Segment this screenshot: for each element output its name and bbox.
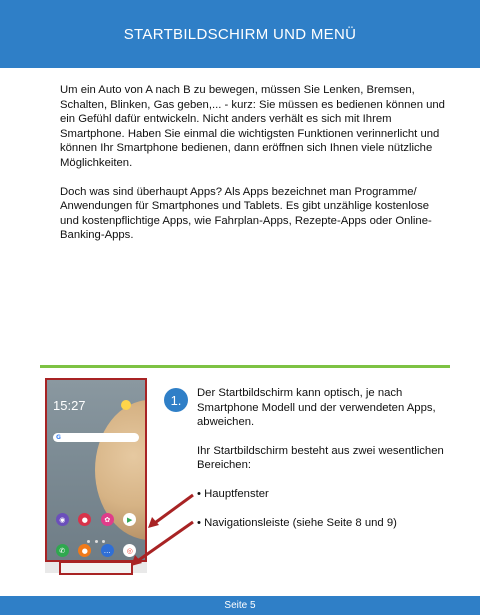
step-description (197, 386, 452, 544)
gallery-app-icon: ✿ (101, 513, 114, 526)
play-store-icon: ▶ (123, 513, 136, 526)
page-footer (0, 596, 480, 615)
intro-paragraph-2: Doch was sind überhaupt Apps? Als Apps bezeichnet man Programme/ Anwendungen für Smartphones und Tablets. Es gibt unzählige kostenlose und kostenpflichtige Apps, wie Fahrplan-Apps, Rezepte-Apps oder Online-Banking-Apps. (60, 185, 432, 242)
phone-app-icon: ✆ (56, 544, 69, 557)
arrow-navigation-bar (136, 522, 193, 562)
area-list (197, 487, 452, 530)
list-item-main-window: • Hauptfenster (197, 487, 269, 500)
contacts-app-icon: ● (78, 544, 91, 557)
step-number-badge: 1. (164, 388, 188, 412)
page-title: STARTBILDSCHIRM UND MENÜ (123, 25, 357, 43)
intro-paragraph-1: Um ein Auto von A nach B zu bewegen, müssen Sie Lenken, Bremsen, Schalten, Blinken, Gas geben,... - kurz: Sie müssen es bedienen können und ein Gefühl dafür entwickeln. Nicht anders verhält es sich mit Ihrem Smartphone. Haben Sie einmal die wichtigsten Funktionen verinnerlicht und können Ihr Smartphone bedienen, dann eröffnen sich Ihnen viele nützliche Möglichkeiten. (60, 84, 445, 169)
arrow-main-window (152, 495, 193, 525)
step-text-1: Der Startbildschirm kann optisch, je nach Smartphone Modell und der verwendeten Apps, abweichen. (197, 387, 436, 429)
camera-app-icon: ● (78, 513, 91, 526)
chat-app-icon: … (101, 544, 114, 557)
google-icon: G (56, 434, 61, 441)
chrome-app-icon: ◎ (123, 544, 136, 557)
page-number: Seite 5 (224, 600, 256, 611)
step-text-2: Ihr Startbildschirm besteht aus zwei wesentlichen Bereichen: (197, 444, 444, 472)
home-clock: 15:27 (53, 398, 86, 413)
messages-app-icon: ◉ (56, 513, 69, 526)
list-item-navigation-bar: • Navigationsleiste (siehe Seite 8 und 9) (197, 516, 397, 529)
